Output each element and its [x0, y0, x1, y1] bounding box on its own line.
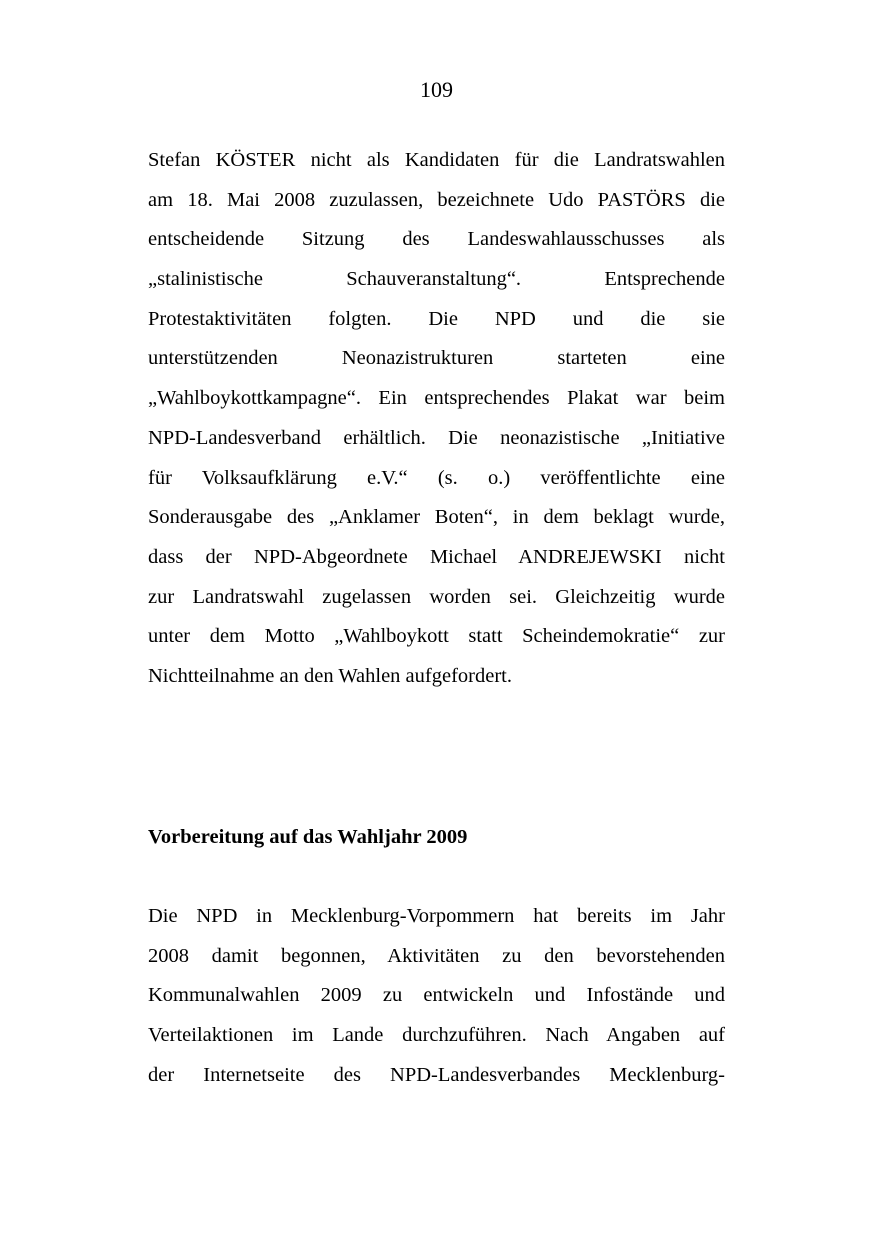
- paragraph-line: entscheidende Sitzung des Landeswahlausschusses als: [148, 228, 725, 251]
- paragraph-line: Verteilaktionen im Lande durchzuführen. Nach Angaben auf: [148, 1024, 725, 1047]
- paragraph-line: Nichtteilnahme an den Wahlen aufgefordert.: [148, 664, 512, 687]
- paragraph-landratswahl-boykott: [148, 141, 725, 697]
- page-number: 109: [420, 77, 453, 102]
- paragraph-line: zur Landratswahl zugelassen worden sei. Gleichzeitig wurde: [148, 585, 725, 608]
- paragraph-line: 2008 damit begonnen, Aktivitäten zu den bevorstehenden: [148, 944, 725, 967]
- paragraph-line: unterstützenden Neonazistrukturen starteten eine: [148, 347, 725, 370]
- paragraph-line: Kommunalwahlen 2009 zu entwickeln und Infostände und: [148, 984, 725, 1007]
- paragraph-line: Die NPD in Mecklenburg-Vorpommern hat bereits im Jahr: [148, 905, 725, 927]
- paragraph-line: unter dem Motto „Wahlboykott statt Scheindemokratie“ zur: [148, 625, 725, 648]
- paragraph-line: Protestaktivitäten folgten. Die NPD und die sie: [148, 307, 725, 330]
- paragraph-line: am 18. Mai 2008 zuzulassen, bezeichnete Udo PASTÖRS die: [148, 188, 725, 211]
- paragraph-line: NPD-Landesverband erhältlich. Die neonazistische „Initiative: [148, 426, 725, 449]
- paragraph-line: der Internetseite des NPD-Landesverbandes Mecklenburg-: [148, 1063, 725, 1086]
- paragraph-line: „Wahlboykottkampagne“. Ein entsprechendes Plakat war beim: [148, 387, 725, 410]
- section-heading: Vorbereitung auf das Wahljahr 2009: [148, 826, 468, 848]
- paragraph-line: Sonderausgabe des „Anklamer Boten“, in dem beklagt wurde,: [148, 506, 725, 529]
- paragraph-line: für Volksaufklärung e.V.“ (s. o.) veröffentlichte eine: [148, 466, 725, 489]
- paragraph-line: Stefan KÖSTER nicht als Kandidaten für die Landratswahlen: [148, 149, 725, 171]
- paragraph-wahljahr-2009: [148, 897, 725, 1095]
- paragraph-line: „stalinistische Schauveranstaltung“. Entsprechende: [148, 268, 725, 291]
- paragraph-line: dass der NPD-Abgeordnete Michael ANDREJEWSKI nicht: [148, 545, 725, 568]
